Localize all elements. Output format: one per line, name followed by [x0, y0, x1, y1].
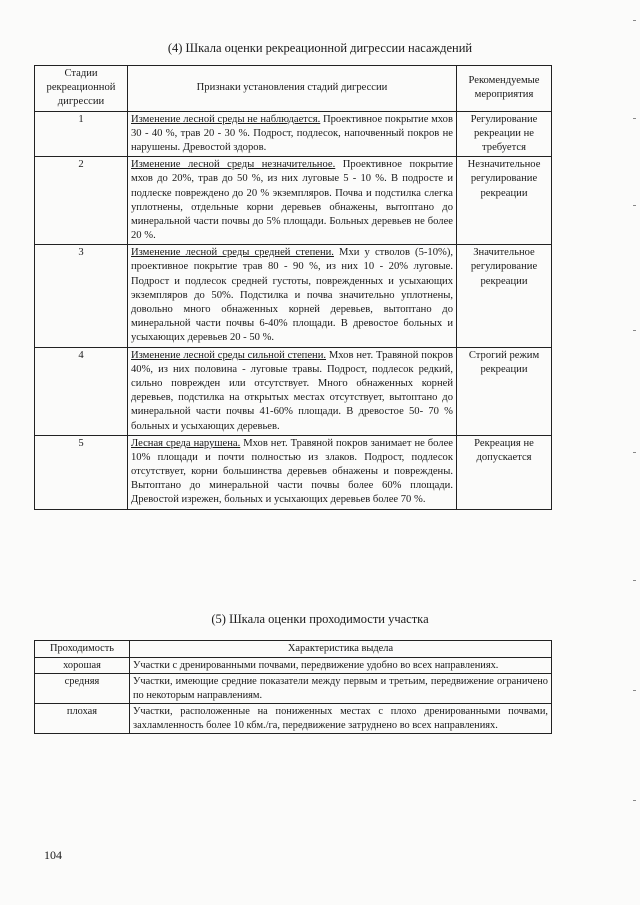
stage-text: Мхов нет. Травяной покров 40%, из них половина - луговые травы. Подрост, подлесок редкий, сильно поврежден или отсутствует. Много обнаженных корней деревьев, подстилка на открытых местах отсутствует, вытоптано до минеральной части почвы 41-60% площади. В древостое 50- 70 % больных и усыхающих деревьев.: [131, 349, 453, 432]
stage-text: Проективное покрытие мхов 30 - 40 %, трав 20 - 30 %. Подрост, подлесок, напочвенный покров не нарушены. Древостой здоров.: [131, 113, 453, 153]
scan-edge-mark: [633, 20, 636, 21]
stage-description: [128, 435, 457, 509]
table-row: [35, 704, 552, 734]
stage-recommendation: Значительное регулирование рекреации: [457, 245, 552, 347]
scan-edge-mark: [633, 205, 636, 206]
table-header-row: [35, 66, 552, 112]
passability-table: [34, 640, 552, 734]
table-row: [35, 157, 552, 245]
scan-edge-mark: [633, 800, 636, 801]
table1-title: (4) Шкала оценки рекреационной дигрессии насаждений: [167, 41, 473, 55]
header-characteristic: Характеристика выдела: [130, 641, 552, 658]
table-row: [35, 657, 552, 674]
stage-number: 5: [35, 435, 128, 509]
stage-text: Проективное покрытие мхов до 20%, трав до 50 %, из них луговые 5 - 10 %. В подросте и подлеске повреждено до 20 % экземпляров. Почва и подстилка слегка уплотнены, отдельные корни деревьев обнажены, вытоптано до минеральной части почвы до 5% площади. Больных деревьев не более 20 %.: [131, 159, 453, 242]
passability-text: Участки, расположенные на пониженных местах с плохо дренированными почвами, захламленность более 10 кбм./га, передвижение затруднено во всех направлениях.: [130, 704, 552, 734]
stage-lead: Изменение лесной среды сильной степени.: [131, 349, 327, 361]
recreational-digression-table: [34, 65, 552, 510]
stage-lead: Изменение лесной среды не наблюдается.: [131, 113, 321, 125]
stage-lead: Лесная среда нарушена.: [131, 437, 241, 449]
header-measures: Рекомендуемые мероприятия: [457, 66, 552, 112]
stage-text: Мхов нет. Травяной покров занимает не более 10% площади и почти полностью из злаков. Подрост, подлесок отсутствует, корни большинства деревьев обнажены и повреждены. Вытоптано до минеральной части почвы более 60% площади. Древостой изрежен, больных и усыхающих деревьев более 70 %.: [131, 437, 453, 506]
table-row: [35, 245, 552, 347]
stage-number: 4: [35, 347, 128, 435]
stage-description: [128, 157, 457, 245]
stage-description: [128, 111, 457, 157]
table-header-row: [35, 641, 552, 658]
passability-text: Участки с дренированными почвами, передвижение удобно во всех направлениях.: [130, 657, 552, 674]
stage-recommendation: Незначительное регулирование рекреации: [457, 157, 552, 245]
stage-number: 2: [35, 157, 128, 245]
stage-description: [128, 347, 457, 435]
table-row: [35, 435, 552, 509]
stage-recommendation: Строгий режим рекреации: [457, 347, 552, 435]
table-row: [35, 111, 552, 157]
passability-level: средняя: [35, 674, 130, 704]
scan-edge-mark: [633, 118, 636, 119]
header-signs: Признаки установления стадий дигрессии: [128, 66, 457, 112]
stage-lead: Изменение лесной среды средней степени.: [131, 247, 334, 259]
passability-level: плохая: [35, 704, 130, 734]
header-stage: Стадии рекреационной дигрессии: [35, 66, 128, 112]
page-number: 104: [44, 848, 62, 862]
scan-edge-mark: [633, 330, 636, 331]
scan-edge-mark: [633, 690, 636, 691]
passability-text: Участки, имеющие средние показатели между первым и третьим, передвижение ограничено по некоторым направлениям.: [130, 674, 552, 704]
stage-number: 1: [35, 111, 128, 157]
table-row: [35, 347, 552, 435]
stage-text: Мхи у стволов (5-10%), проективное покрытие трав 80 - 90 %, из них 10 - 20% луговые. Подрост и подлесок средней густоты, поврежденных и усыхающих экземпляров до 50%. Подстилка и почва значительно уплотнены, довольно много обнаженных корней деревьев, вытоптано до минеральной части почвы 6-40% площади. В древостое больных и усыхающих деревьев 20 - 50 %.: [131, 247, 453, 344]
stage-lead: Изменение лесной среды незначительное.: [131, 159, 336, 171]
table2-title: (5) Шкала оценки проходимости участка: [211, 612, 429, 626]
header-passability: Проходимость: [35, 641, 130, 658]
stage-recommendation: Регулирование рекреации не требуется: [457, 111, 552, 157]
stage-recommendation: Рекреация не допускается: [457, 435, 552, 509]
passability-level: хорошая: [35, 657, 130, 674]
scan-edge-mark: [633, 452, 636, 453]
stage-number: 3: [35, 245, 128, 347]
table-row: [35, 674, 552, 704]
scan-edge-mark: [633, 580, 636, 581]
stage-description: [128, 245, 457, 347]
